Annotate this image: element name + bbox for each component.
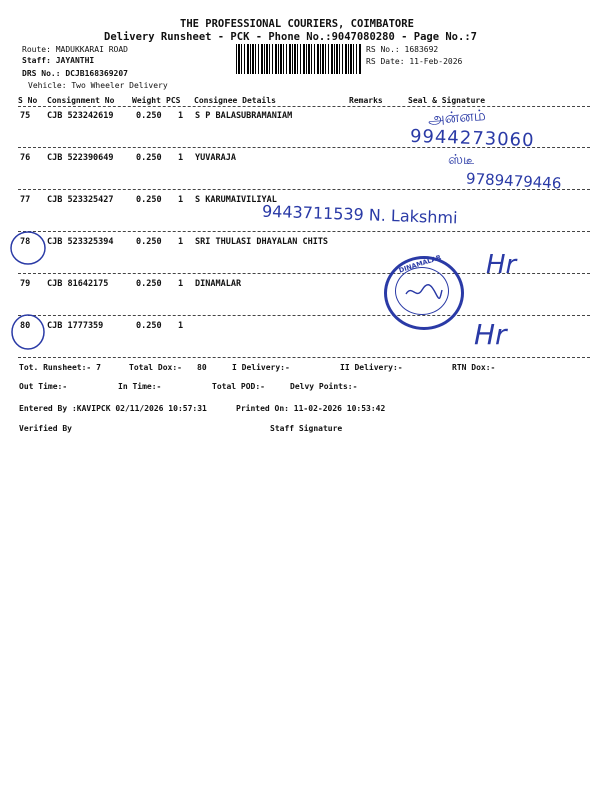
handwritten-phone-75: 9944273060 bbox=[409, 125, 535, 152]
stamp-text: DINAMALAR bbox=[397, 253, 443, 275]
row-weight: 0.250 bbox=[136, 321, 162, 331]
handwritten-phone-77: 9443711539 N. Lakshmi bbox=[261, 201, 458, 228]
row-weight: 0.250 bbox=[136, 111, 162, 121]
runsheet-subtitle: Delivery Runsheet - PCK - Phone No.:9047080280 - Page No.:7 bbox=[104, 31, 477, 43]
delvy-points: Delvy Points:- bbox=[290, 382, 358, 391]
in-time: In Time:- bbox=[118, 382, 162, 391]
company-title: THE PROFESSIONAL COURIERS, COIMBATORE bbox=[180, 18, 414, 30]
row-pcs: 1 bbox=[178, 111, 184, 121]
total-pod: Total POD:- bbox=[212, 382, 265, 391]
signature-79: Hr bbox=[486, 250, 517, 280]
row-divider bbox=[18, 357, 590, 358]
row-divider bbox=[18, 231, 590, 232]
row-consignment: CJB 523325394 bbox=[47, 237, 114, 247]
row-weight: 0.250 bbox=[136, 153, 162, 163]
row-consignee: DINAMALAR bbox=[195, 279, 242, 289]
handwritten-name-75: அன்னம் bbox=[427, 106, 487, 128]
row-consignee: S P BALASUBRAMANIAM bbox=[195, 111, 293, 121]
pen-circle-80 bbox=[8, 312, 48, 352]
col-sno: S No bbox=[18, 96, 38, 105]
row-pcs: 1 bbox=[178, 195, 184, 205]
i-delivery: I Delivery:- bbox=[232, 363, 290, 372]
col-pcs: PCS bbox=[166, 96, 181, 105]
col-consignee: Consignee Details bbox=[194, 96, 276, 105]
row-weight: 0.250 bbox=[136, 279, 162, 289]
verified-by: Verified By bbox=[19, 424, 72, 433]
row-consignee: YUVARAJA bbox=[195, 153, 236, 163]
handwritten-phone-76: 9789479446 bbox=[465, 169, 562, 193]
total-dox-value: 80 bbox=[197, 363, 207, 372]
col-consignment: Consignment No bbox=[47, 96, 115, 105]
drs-number: DRS No.: DCJB168369207 bbox=[22, 69, 128, 78]
barcode bbox=[236, 44, 362, 74]
col-weight: Weight bbox=[132, 96, 161, 105]
row-consignment: CJB 1777359 bbox=[47, 321, 104, 331]
row-pcs: 1 bbox=[178, 237, 184, 247]
row-weight: 0.250 bbox=[136, 237, 162, 247]
total-dox-label: Total Dox:- bbox=[129, 363, 182, 372]
row-sno: 75 bbox=[20, 111, 31, 121]
vehicle-label: Vehicle: Two Wheeler Delivery bbox=[28, 81, 168, 90]
row-sno: 79 bbox=[20, 279, 31, 289]
rs-date: RS Date: 11-Feb-2026 bbox=[366, 57, 463, 66]
handwritten-name-76: ஸ்டீ bbox=[448, 152, 475, 168]
row-consignment: CJB 81642175 bbox=[47, 279, 109, 289]
row-consignment: CJB 523325427 bbox=[47, 195, 114, 205]
row-sno: 76 bbox=[20, 153, 31, 163]
tot-runsheet: Tot. Runsheet:- 7 bbox=[19, 363, 101, 372]
stamp-dinamalar bbox=[384, 253, 462, 328]
rs-number: RS No.: 1683692 bbox=[366, 45, 439, 54]
row-consignee: S KARUMAIVILIYAL bbox=[195, 195, 277, 205]
col-seal: Seal & Signature bbox=[408, 96, 486, 105]
row-weight: 0.250 bbox=[136, 195, 162, 205]
row-pcs: 1 bbox=[178, 153, 184, 163]
signature-80: Hr bbox=[474, 318, 507, 351]
row-consignee: SRI THULASI DHAYALAN CHITS bbox=[195, 237, 329, 247]
row-sno: 80 bbox=[20, 321, 31, 331]
staff-label: Staff: JAYANTHI bbox=[22, 56, 95, 65]
route-label: Route: MADUKKARAI ROAD bbox=[22, 45, 128, 54]
col-remarks: Remarks bbox=[349, 96, 383, 105]
row-sno: 77 bbox=[20, 195, 31, 205]
rtn-dox: RTN Dox:- bbox=[452, 363, 496, 372]
row-pcs: 1 bbox=[178, 321, 184, 331]
row-pcs: 1 bbox=[178, 279, 184, 289]
stamp-signature bbox=[404, 282, 444, 302]
out-time: Out Time:- bbox=[19, 382, 68, 391]
row-sno: 78 bbox=[20, 237, 31, 247]
row-consignment: CJB 523242619 bbox=[47, 111, 114, 121]
row-consignment: CJB 522390649 bbox=[47, 153, 114, 163]
entered-by: Entered By :KAVIPCK 02/11/2026 10:57:31 bbox=[19, 404, 207, 413]
header-divider bbox=[18, 106, 590, 107]
row-divider bbox=[18, 315, 590, 316]
printed-on: Printed On: 11-02-2026 10:53:42 bbox=[236, 404, 386, 413]
staff-signature: Staff Signature bbox=[270, 424, 343, 433]
ii-delivery: II Delivery:- bbox=[340, 363, 403, 372]
pen-circle-78 bbox=[8, 228, 48, 268]
